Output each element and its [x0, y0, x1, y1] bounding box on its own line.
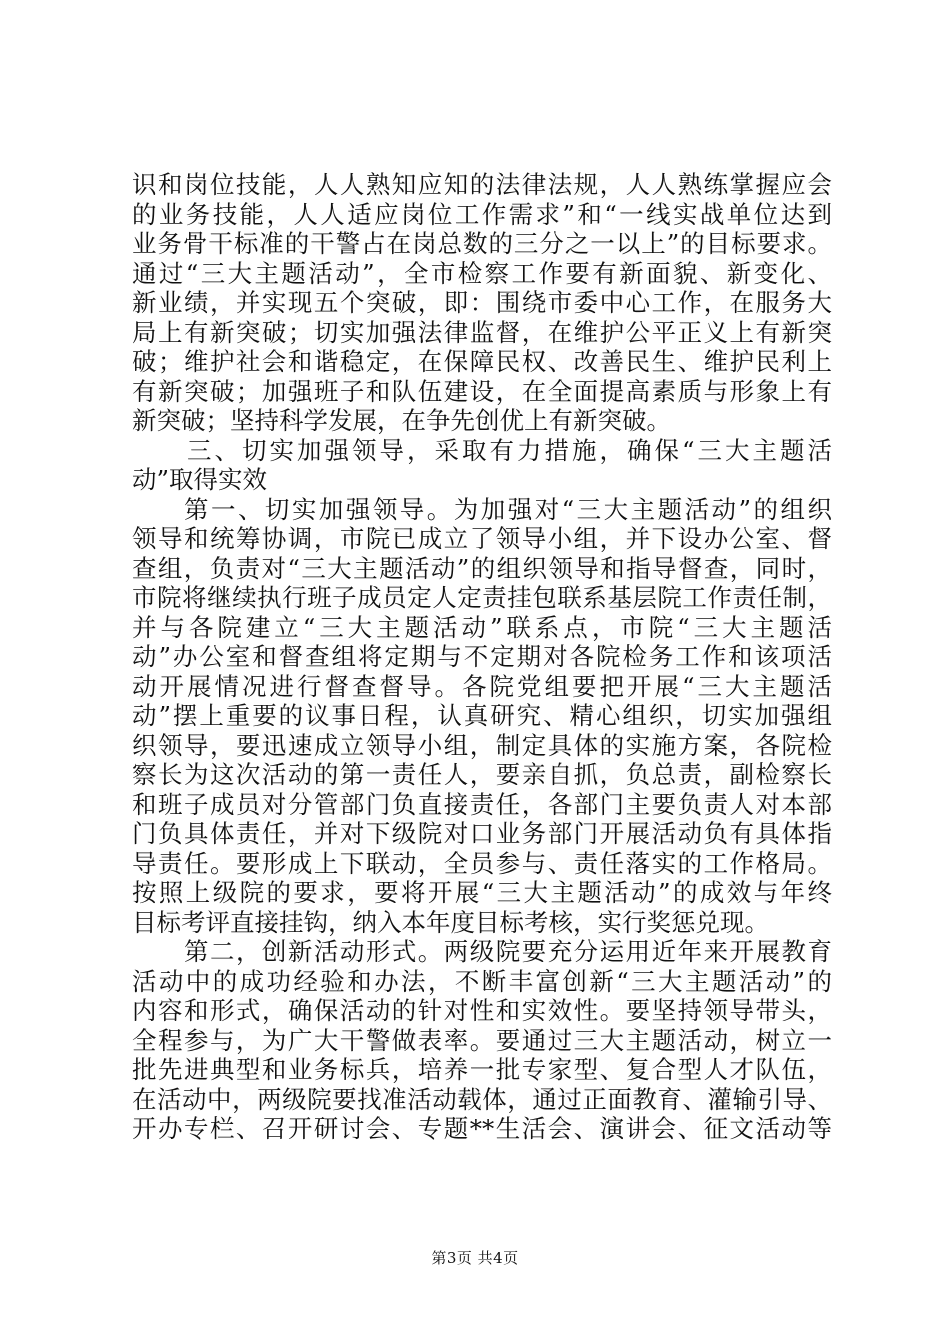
- text-line: 动开展情况进行督查督导。各院党组要把开展“三大主题活: [132, 671, 832, 701]
- text-line: 有新突破；加强班子和队伍建设，在全面提高素质与形象上有: [132, 376, 832, 406]
- text-line: 导责任。要形成上下联动，全员参与、责任落实的工作格局。: [132, 848, 832, 878]
- text-line: 在活动中，两级院要找准活动载体，通过正面教育、灌输引导、: [132, 1084, 832, 1114]
- text-line: 新突破；坚持科学发展，在争先创优上有新突破。: [132, 406, 671, 435]
- text-line: 活动中的成功经验和办法，不断丰富创新“三大主题活动”的: [132, 966, 832, 996]
- section-heading: 动”取得实效: [132, 465, 268, 494]
- text-line: 的业务技能，人人适应岗位工作需求”和“一线实战单位达到: [132, 199, 832, 229]
- text-line: 按照上级院的要求，要将开展“三大主题活动”的成效与年终: [132, 878, 832, 907]
- text-line: 查组，负责对“三大主题活动”的组织领导和指导督查，同时，: [132, 553, 832, 583]
- text-line: 领导和统筹协调，市院已成立了领导小组，并下设办公室、督: [132, 524, 832, 553]
- text-line: 和班子成员对分管部门负直接责任，各部门主要负责人对本部: [132, 789, 832, 819]
- text-line: 批先进典型和业务标兵，培养一批专家型、复合型人才队伍，: [132, 1055, 832, 1084]
- text-line: 目标考评直接挂钩，纳入本年度目标考核，实行奖惩兑现。: [132, 907, 769, 937]
- text-line: 内容和形式，确保活动的针对性和实效性。要坚持领导带头，: [132, 996, 832, 1025]
- text-line: 察长为这次活动的第一责任人，要亲自抓，负总责，副检察长: [132, 760, 832, 789]
- text-line: 织领导，要迅速成立领导小组，制定具体的实施方案，各院检: [132, 730, 832, 760]
- text-line: 动”摆上重要的议事日程，认真研究、精心组织，切实加强组: [132, 701, 832, 730]
- text-line: 动”办公室和督查组将定期与不定期对各院检务工作和该项活: [132, 642, 832, 671]
- paragraph-start: 第二，创新活动形式。两级院要充分运用近年来开展教育: [184, 937, 832, 966]
- text-line: 破；维护社会和谐稳定，在保障民权、改善民生、维护民利上: [132, 347, 832, 376]
- text-line: 局上有新突破；切实加强法律监督，在维护公平正义上有新突: [132, 317, 832, 347]
- text-line: 新业绩，并实现五个突破，即：围绕市委中心工作，在服务大: [132, 288, 832, 317]
- text-line: 并与各院建立“三大主题活动”联系点，市院“三大主题活: [132, 612, 832, 642]
- paragraph-start: 第一、切实加强领导。为加强对“三大主题活动”的组织: [184, 494, 832, 524]
- section-heading: 三、切实加强领导，采取有力措施，确保“三大主题活: [187, 435, 832, 465]
- text-line: 开办专栏、召开研讨会、专题**生活会、演讲会、征文活动等: [132, 1114, 832, 1143]
- text-line: 通过“三大主题活动”，全市检察工作要有新面貌、新变化、: [132, 258, 832, 288]
- text-line: 全程参与，为广大干警做表率。要通过三大主题活动，树立一: [132, 1025, 832, 1055]
- text-line: 门负具体责任，并对下级院对口业务部门开展活动负有具体指: [132, 819, 832, 848]
- text-line: 市院将继续执行班子成员定人定责挂包联系基层院工作责任制，: [132, 583, 832, 612]
- text-line: 识和岗位技能，人人熟知应知的法律法规，人人熟练掌握应会: [132, 170, 832, 199]
- text-line: 业务骨干标准的干警占在岗总数的三分之一以上”的目标要求。: [132, 229, 832, 258]
- document-body: [132, 170, 832, 1144]
- page-number-footer: 第3页 共4页: [431, 1249, 519, 1267]
